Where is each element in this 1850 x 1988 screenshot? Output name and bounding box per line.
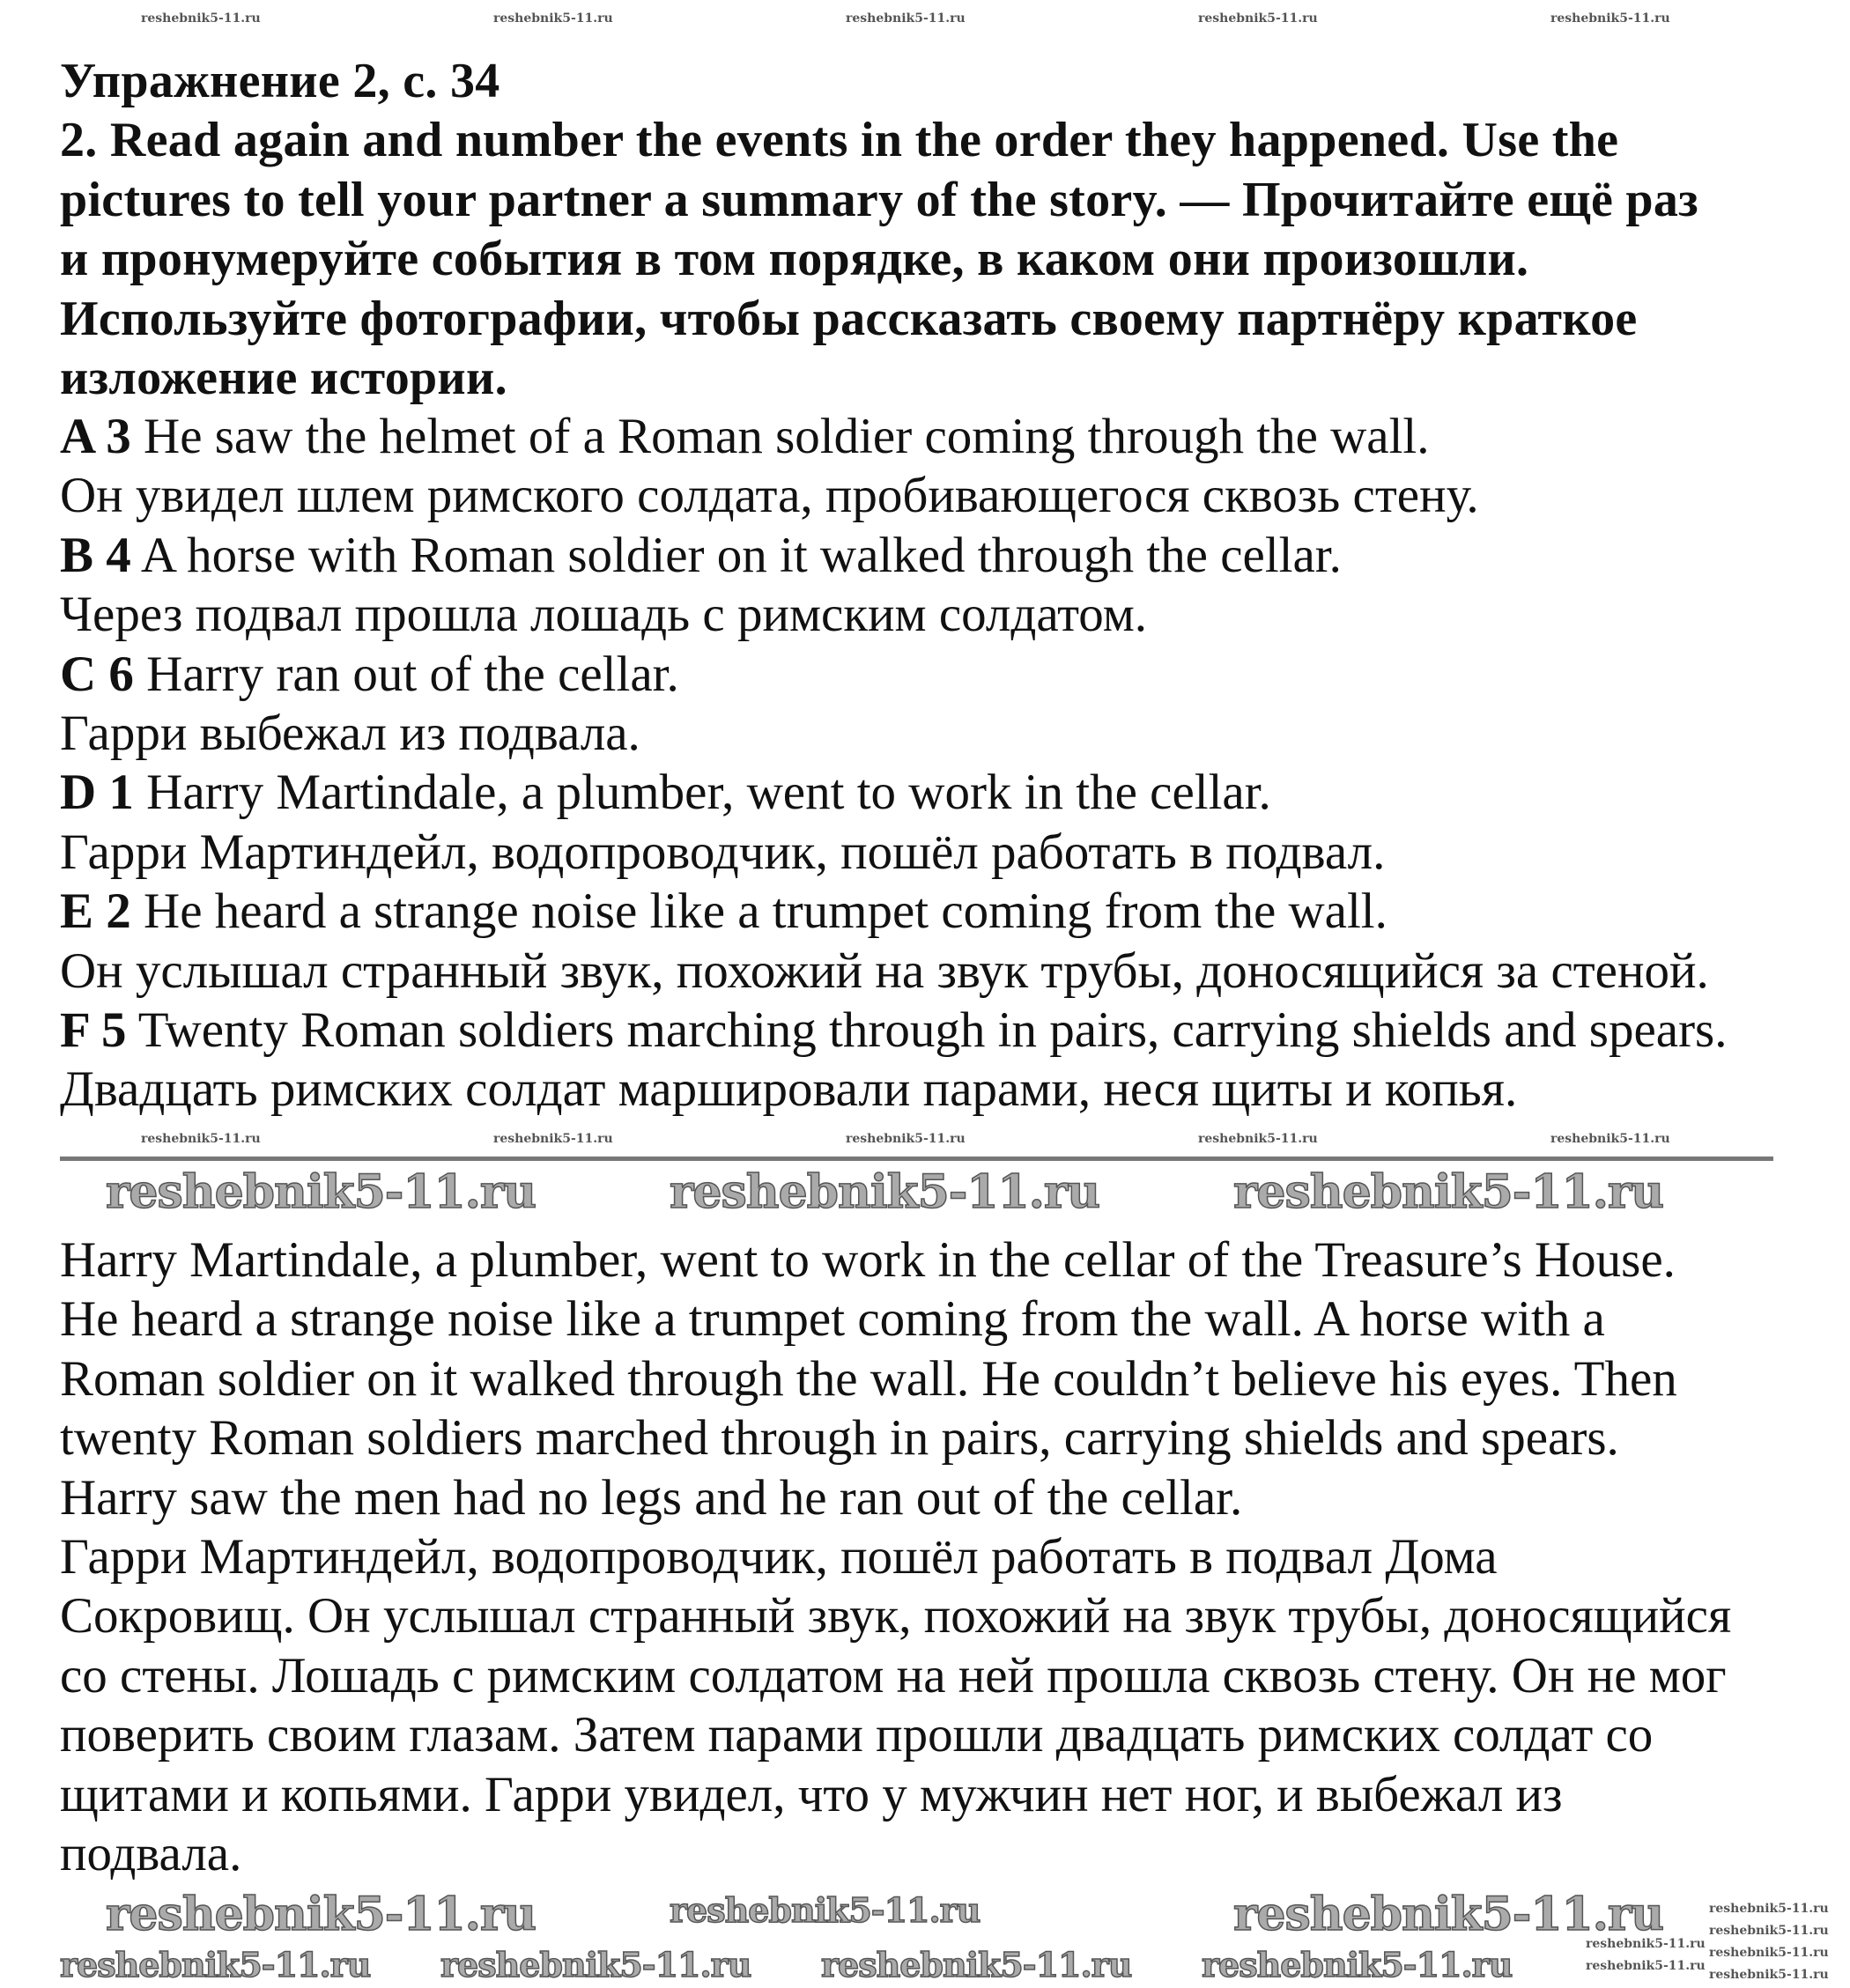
event-ru: Двадцать римских солдат маршировали парами, неся щиты и копья. [60, 1061, 1518, 1118]
divider [60, 1157, 1773, 1161]
event-text: He heard a strange noise like a trumpet coming from the wall. [144, 883, 1388, 940]
event-en [60, 645, 1822, 704]
summary-line: twenty Roman soldiers marched through in pairs, carrying shields and spears. [60, 1410, 1619, 1467]
summary-line: Гарри Мартиндейл, водопроводчик, пошёл работать в подвал Дома [60, 1528, 1498, 1585]
events-list [60, 407, 1822, 1120]
watermark: reshebnik5-11.ru [106, 1888, 536, 1941]
summary-line: Roman soldier on it walked through the wall. He couldn’t believe his eyes. Then [60, 1350, 1677, 1407]
event-ru: Гарри выбежал из подвала. [60, 705, 640, 761]
event-text: A horse with Roman soldier on it walked through the cellar. [140, 527, 1342, 583]
watermark: reshebnik5-11.ru [846, 11, 966, 26]
watermark: reshebnik5-11.ru [1586, 1937, 1706, 1951]
event-en [60, 1001, 1822, 1060]
event-label: C 6 [60, 646, 134, 702]
task-text: изложение истории. [60, 350, 507, 405]
event-label: E 2 [60, 883, 131, 940]
watermark: reshebnik5-11.ru [1586, 1959, 1706, 1973]
task-text: Используйте фотографии, чтобы рассказать своему партнёру краткое [60, 291, 1638, 346]
event-label: A 3 [60, 409, 131, 464]
watermark: reshebnik5-11.ru [493, 1132, 613, 1146]
event-text: He saw the helmet of a Roman soldier coming through the wall. [144, 409, 1430, 464]
event-text: Harry ran out of the cellar. [146, 646, 679, 702]
watermark: reshebnik5-11.ru [493, 11, 613, 26]
exercise-title: Упражнение 2, с. 34 [60, 54, 500, 108]
watermark: reshebnik5-11.ru [821, 1945, 1132, 1984]
task-text: pictures to tell your partner a summary of the story. — Прочитайте ещё раз [60, 172, 1698, 227]
summary-line: He heard a strange noise like a trumpet coming from the wall. A horse with a [60, 1291, 1605, 1348]
watermark: reshebnik5-11.ru [60, 1945, 371, 1984]
watermark: reshebnik5-11.ru [141, 1132, 261, 1146]
watermark: reshebnik5-11.ru [1198, 1132, 1318, 1146]
watermark: reshebnik5-11.ru [440, 1945, 751, 1984]
event-en [60, 526, 1822, 585]
watermark: reshebnik5-11.ru [1550, 11, 1670, 26]
watermark: reshebnik5-11.ru [1550, 1132, 1670, 1146]
watermark: reshebnik5-11.ru [1709, 1946, 1829, 1960]
event-text: Harry Martindale, a plumber, went to work in the cellar. [146, 765, 1271, 821]
task-text: и пронумеруйте события в том порядке, в каком они произошли. [60, 232, 1529, 287]
summary-line: поверить своим глазам. Затем парами прошли двадцать римских солдат со [60, 1707, 1654, 1763]
watermark: reshebnik5-11.ru [846, 1132, 966, 1146]
watermark: reshebnik5-11.ru [1202, 1945, 1513, 1984]
event-label: F 5 [60, 1001, 127, 1058]
exercise-heading [60, 52, 1822, 408]
event-en [60, 763, 1822, 822]
summary-line: щитами и копьями. Гарри увидел, что у мужчин нет ног, и выбежал из [60, 1766, 1563, 1822]
event-ru: Он услышал странный звук, похожий на звук трубы, доносящийся за стеной. [60, 942, 1709, 999]
task-text: 2. Read again and number the events in the order they happened. Use the [60, 113, 1619, 168]
watermark: reshebnik5-11.ru [1233, 1165, 1664, 1219]
event-ru: Гарри Мартиндейл, водопроводчик, пошёл работать в подвал. [60, 824, 1386, 880]
summary-line: Harry Martindale, a plumber, went to work in the cellar of the Treasure’s House. [60, 1232, 1676, 1288]
summary-line: со стены. Лошадь с римским солдатом на ней прошла сквозь стену. Он не мог [60, 1647, 1727, 1703]
summary [60, 1230, 1822, 1883]
watermark: reshebnik5-11.ru [1709, 1924, 1829, 1938]
event-label: B 4 [60, 527, 131, 583]
event-ru: Через подвал прошла лошадь с римским солдатом. [60, 587, 1148, 643]
watermark: reshebnik5-11.ru [670, 1890, 980, 1930]
watermark: reshebnik5-11.ru [1709, 1968, 1829, 1982]
watermark: reshebnik5-11.ru [670, 1165, 1100, 1219]
event-en [60, 882, 1822, 941]
watermark: reshebnik5-11.ru [1198, 11, 1318, 26]
summary-line: подвала. [60, 1825, 242, 1881]
summary-line: Harry saw the men had no legs and he ran out of the cellar. [60, 1469, 1243, 1526]
event-ru: Он увидел шлем римского солдата, пробивающегося сквозь стену. [60, 468, 1479, 524]
watermark: reshebnik5-11.ru [1233, 1888, 1664, 1941]
watermark: reshebnik5-11.ru [1709, 1902, 1829, 1916]
event-en [60, 407, 1822, 466]
event-label: D 1 [60, 765, 134, 821]
event-text: Twenty Roman soldiers marching through in pairs, carrying shields and spears. [137, 1001, 1728, 1058]
watermark: reshebnik5-11.ru [106, 1165, 536, 1219]
watermark: reshebnik5-11.ru [141, 11, 261, 26]
summary-line: Сокровищ. Он услышал странный звук, похожий на звук трубы, доносящийся [60, 1588, 1732, 1644]
